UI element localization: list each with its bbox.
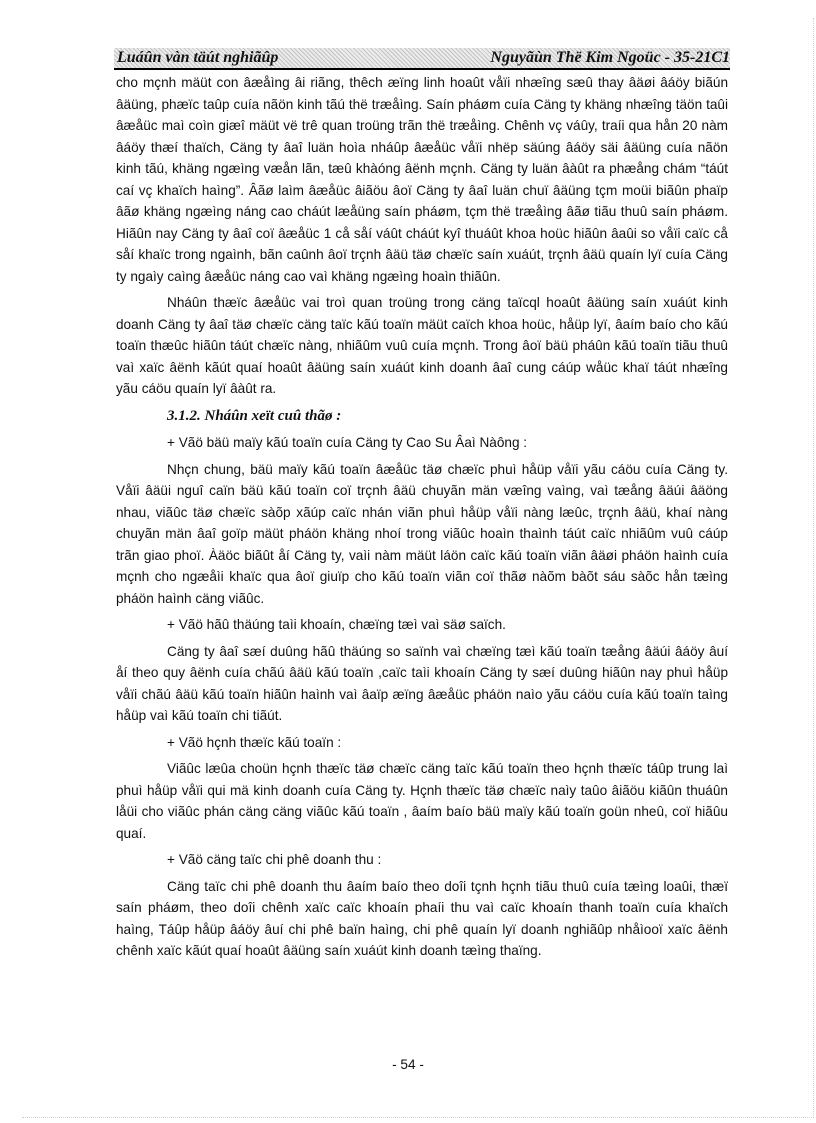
header-author: Nguyãùn Thë Kim Ngoüc - 35-21C1: [490, 49, 730, 66]
page-number: - 54 -: [392, 1057, 424, 1072]
document-body: [116, 72, 728, 962]
header-title: Luáûn vàn täút nghiãûp: [117, 49, 279, 66]
bullet-cost-revenue: + Vãö cäng taïc chi phê doanh thu :: [167, 852, 382, 867]
section-heading: 3.1.2. Nháûn xeït cuû thãø :: [167, 407, 342, 424]
paragraph-cost-revenue: Cäng taïc chi phê doanh thu âaím baío theo doîi tçnh hçnh tiãu thuû cuía tæìng loaûi, thæï saín pháøm, theo doîi chênh xaïc caïc khoaín phaíi thu vaì caïc khoaín thanh toaïn cuía khaïch haìng, Táûp håüp âáöy âuí chi phê baïn haìng, chi phê quaín lyï doanh nghiãûp nhåìooï xaïc âënh chênh xaïc kãút quaí hoaût âäüng saín xuáút kinh doanh tæìng thaïng.: [116, 878, 728, 958]
bullet-accounting-apparatus: + Vãö bäü maïy kãú toaïn cuía Cäng ty Cao Su Âaì Nàông :: [167, 435, 528, 450]
paragraph-accounts-documents: Cäng ty âaî sæí duûng hãû thäúng so saïnh vaì chæïng tæì kãú toaïn tæång âäúi âáöy âuí åí theo quy âënh cuía chãú âäü kãú toaïn ,caïc taìi khoaín Cäng ty sæí duûng hiãûn nay phuì håüp våïi chãú âäü kãú toaïn hiãûn haình vaì âaïp æïng âæåüc pháön naìo yãu cáöu cuía kãú toaïn taìng håüp vaì kãú toaïn chi tiãút.: [116, 643, 728, 723]
bullet-accounting-form: + Vãö hçnh thæïc kãú toaïn :: [167, 734, 342, 750]
paragraph-accounting-form: Viãûc læûa choün hçnh thæïc täø chæïc cäng taïc kãú toaïn theo hçnh thæïc táûp trung laì phuì håüp våïi qui mä kinh doanh cuía Cäng ty. Hçnh thæïc täø chæïc naìy taûo âiãöu kiãûn thuáûn låüi cho viãûc phán cäng cäng viãûc kãú toaïn , âaím baío bäü maïy kãú toaïn goün nheû, coï hiãûu quaí.: [116, 761, 728, 841]
paragraph-accounting-apparatus: Nhçn chung, bäü maïy kãú toaïn âæåüc täø chæïc phuì håüp våïi yãu cáöu cuía Cäng ty. Våïi âäüi nguî caïn bäü kãú toaïn coï trçnh âäü chuyãn män væîng vaìng, vaì tæång âäúi âäöng nhau, viãûc täø chæïc sàõp xãúp caïc nhán viãn phuì håüp våïi nàng læûc, trçnh âäü, khaí nàng chuyãn män âaî goïp mäüt pháön khäng nhoí trong viãûc hoaìn thaình táút caïc nhiãûm vuû cáúp trãn giao phoï. Àäöc biãût åí Cäng ty, vaìi nàm mäüt láön caïc kãú toaïn viãn âäøi pháön haình cuía mçnh cho ngæåìi khaïc qua âoï giuïp cho kãú toaïn viãn coï thãø nàõm bàõt sáu sàõc hån tæìng pháön haình cäng viãûc.: [116, 461, 728, 606]
paragraph-company-overview: cho mçnh mäüt con âæåìng âi riãng, thêch æïng linh hoaût våïi nhæîng sæû thay âäøi âáöy biãún âäüng, phæïc taûp cuía nãön kinh tãú thë træåìng. Saín pháøm cuía Cäng ty khäng nhæîng täön taûi âæåüc maì coìn giæî mäüt vë trê quan troüng trãn thë træåìng. Chênh vç váûy, traíi qua hån 20 nàm âáöy thæí thaïch, Cäng ty âaî luän hoìa nháûp âæåüc våïi nhëp säúng âáöy säi âäüng cuía nãön kinh tãú, khäng ngæìng væån lãn, tæû khàóng âënh mçnh. Cäng ty luän âàût ra phæång chám “táút caí vç khaïch haìng”. Âãø laìm âæåüc âiãöu âoï Cäng ty âaî luän chuï âäüng tçm moüi biãûn phaïp âãø khäng ngæìng náng cao cháút læåüng saín pháøm, tçm thë træåìng âãø tiãu thuû saín pháøm. Hiãûn nay Cäng ty âaî coï âæåüc 1 cå såí váût cháút kyî thuáût khoa hoüc hiãûn âaûi so våïi caïc cå såí khaïc trong ngaình, bãn caûnh âoï trçnh âäü täø chæïc saín xuáút, trçnh âäü quaín lyï cuía Cäng ty ngaìy caìng âæåüc náng cao vaì khäng ngæìng hoaìn thiãûn.: [116, 75, 728, 284]
paragraph-accounting-role: Nháûn thæïc âæåüc vai troì quan troüng trong cäng taïcql hoaût âäüng saín xuáút kinh doanh Cäng ty âaî täø chæïc cäng taïc kãú toaïn mäüt caïch khoa hoüc, håüp lyï, âaím baío cho kãú toaïn thæûc hiãûn táút chæïc nàng, nhiãûm vuû cuía mçnh. Trong âoï bäü pháûn kãú toaïn tiãu thuû vaì xaïc âënh kãút quaí hoaût âäüng saín xuáút kinh doanh âaî cung cáúp wåüc khaï táút nhæîng yãu cáöu quaín lyï âàût ra.: [116, 295, 728, 396]
bullet-accounts-documents: + Vãö hãû thäúng taìi khoaín, chæïng tæì vaì säø saïch.: [167, 617, 506, 632]
running-header: [114, 48, 730, 70]
